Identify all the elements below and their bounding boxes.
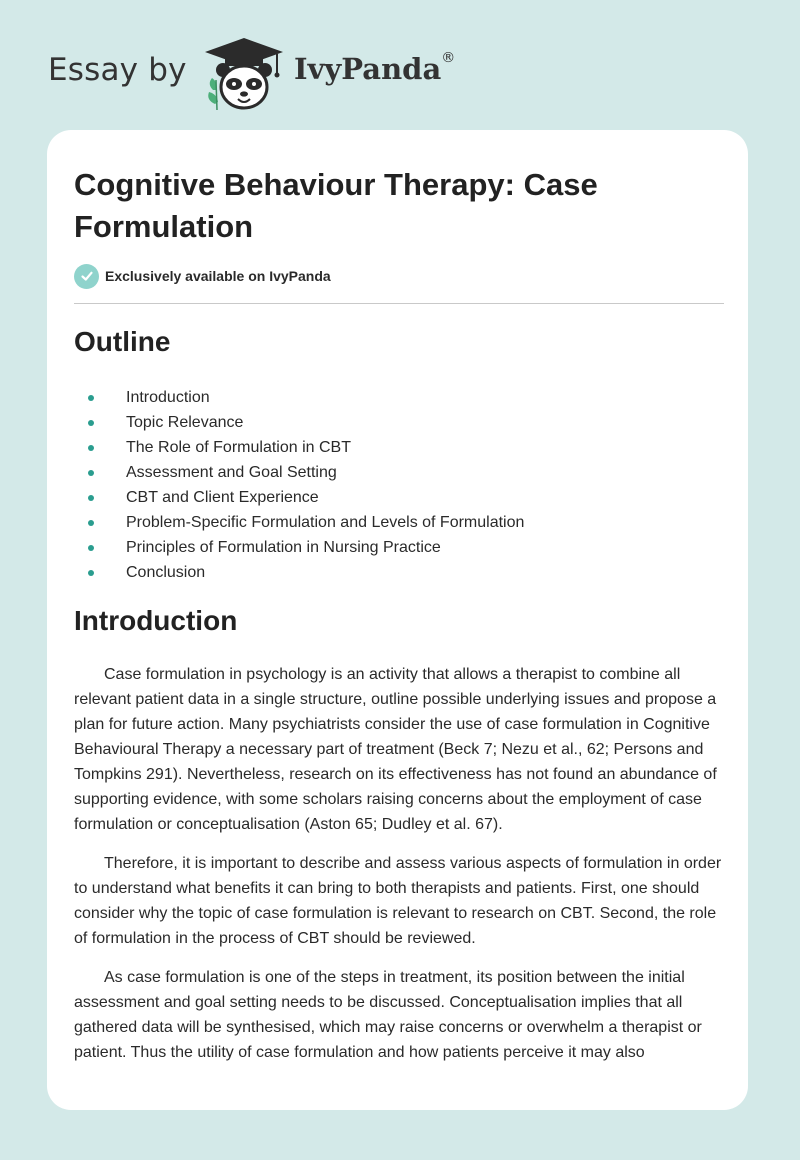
- divider: [74, 303, 724, 304]
- outline-item-introduction[interactable]: Introduction: [74, 385, 524, 410]
- outline-item-assessment[interactable]: Assessment and Goal Setting: [74, 460, 524, 485]
- paragraph: As case formulation is one of the steps in treatment, its position between the initial assessment and goal setting needs to be discussed. Conceptualisation implies that all gathered data will be synthesised, which may raise concerns or overwhelm a therapist or patient. Thus the utility of case formulation and how patients perceive it may also: [74, 969, 702, 1061]
- bullet-icon: [88, 420, 94, 426]
- essay-card: [47, 130, 748, 1110]
- introduction-heading: Introduction: [74, 605, 238, 636]
- bullet-icon: [88, 520, 94, 526]
- outline-item-role-of-formulation[interactable]: The Role of Formulation in CBT: [74, 435, 524, 460]
- site-header: [48, 30, 548, 110]
- bullet-icon: [88, 545, 94, 551]
- bullet-icon: [88, 495, 94, 501]
- article-body: [74, 662, 726, 1079]
- outline-item-client-experience[interactable]: CBT and Client Experience: [74, 485, 524, 510]
- exclusive-badge: [74, 263, 331, 289]
- brand-name: IvyPanda®: [294, 50, 456, 86]
- outline-item-conclusion[interactable]: Conclusion: [74, 560, 524, 585]
- panda-graduate-logo-icon[interactable]: [203, 34, 285, 112]
- exclusive-text: Exclusively available on IvyPanda: [105, 268, 331, 284]
- paragraph: Therefore, it is important to describe and assess various aspects of formulation in order to understand what benefits it can bring to both therapists and patients. First, one should consider why the topic of case formulation is relevant to research on CBT. Second, the role of formulation in the process of CBT should be reviewed.: [74, 855, 722, 947]
- outline-list: [74, 385, 524, 585]
- bullet-icon: [88, 395, 94, 401]
- outline-item-principles[interactable]: Principles of Formulation in Nursing Practice: [74, 535, 524, 560]
- outline-item-topic-relevance[interactable]: Topic Relevance: [74, 410, 524, 435]
- bullet-icon: [88, 445, 94, 451]
- page-title: Cognitive Behaviour Therapy: Case Formulation: [74, 167, 598, 244]
- paragraph: Case formulation in psychology is an activity that allows a therapist to combine all relevant patient data in a single structure, outline possible underlying issues and propose a plan for future action. Many psychiatrists consider the use of case formulation in Cognitive Behavioural Therapy a necessary part of treatment (Beck 7; Nezu et al., 62; Persons and Tompkins 291). Nevertheless, research on its effectiveness has not found an abundance of supporting evidence, with some scholars raising concerns about the employment of case formulation or conceptualisation (Aston 65; Dudley et al. 67).: [74, 666, 717, 833]
- bullet-icon: [88, 470, 94, 476]
- outline-item-problem-specific[interactable]: Problem-Specific Formulation and Levels of Formulation: [74, 510, 524, 535]
- brand-prefix: Essay by: [48, 52, 187, 88]
- outline-heading: Outline: [74, 326, 171, 357]
- bullet-icon: [88, 570, 94, 576]
- check-icon: [74, 264, 99, 289]
